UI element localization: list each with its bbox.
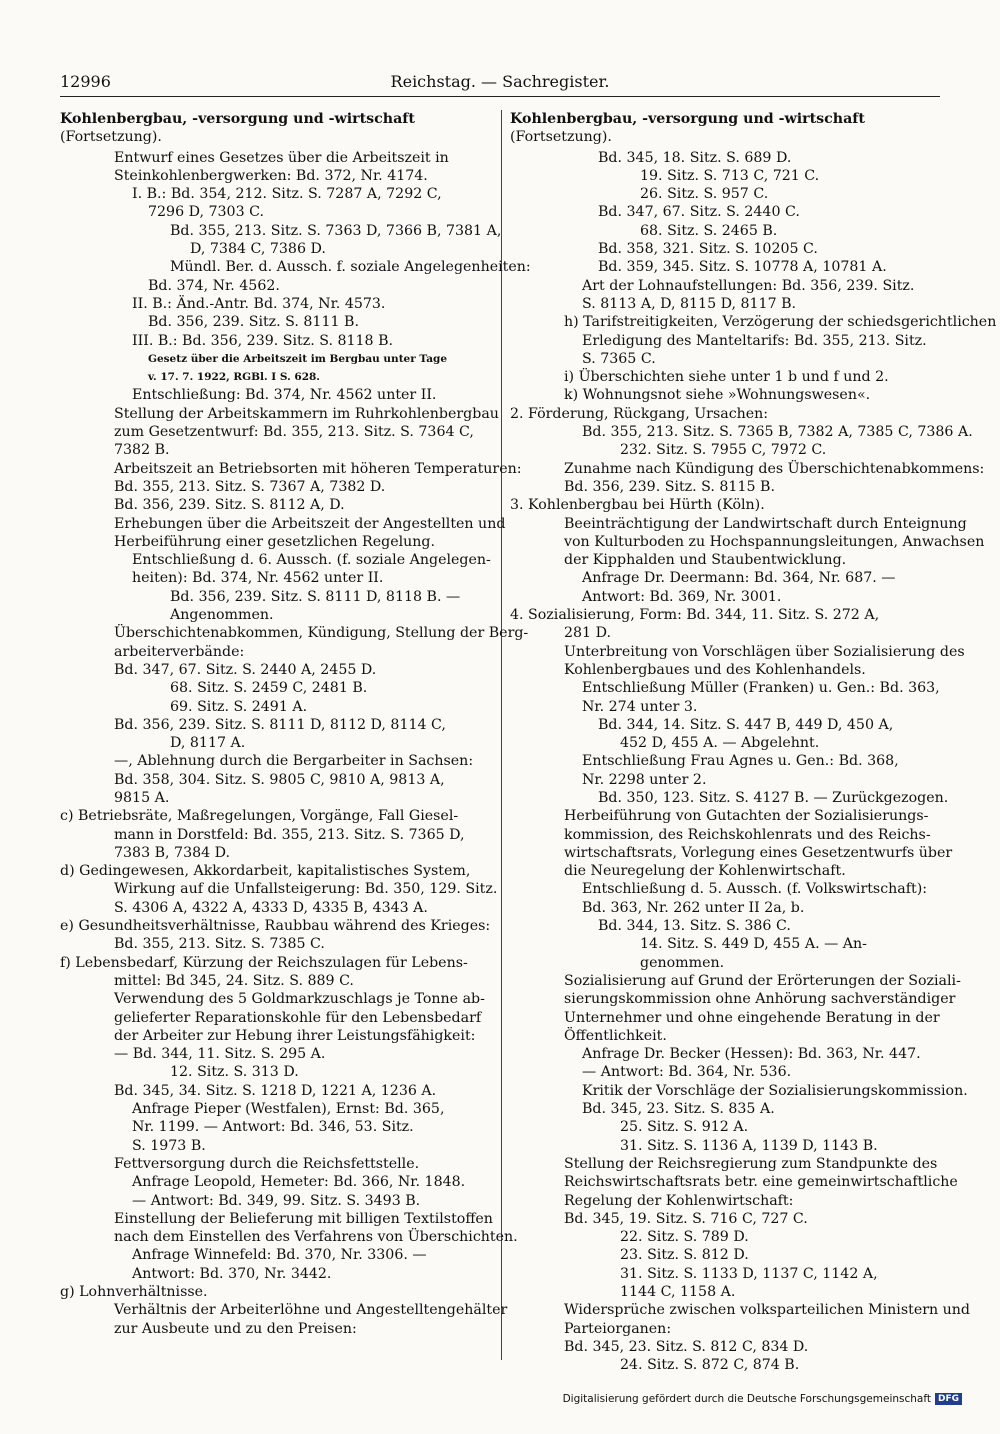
dfg-logo: DFG	[935, 1393, 962, 1405]
index-line: Bd. 350, 123. Sitz. S. 4127 B. — Zurückgezogen.	[598, 789, 949, 806]
index-line: Herbeiführung einer gesetzlichen Regelung.	[114, 533, 435, 550]
index-line: Nr. 2298 unter 2.	[582, 771, 707, 788]
index-line: Bd. 355, 213. Sitz. S. 7385 C.	[114, 936, 325, 953]
index-line: Überschichtenabkommen, Kündigung, Stellung der Berg-	[114, 625, 529, 642]
index-line: wirtschaftsrats, Vorlegung eines Gesetzentwurfs über	[564, 844, 953, 861]
index-line: S. 8113 A, D, 8115 D, 8117 B.	[582, 295, 797, 312]
index-line: Antwort: Bd. 369, Nr. 3001.	[582, 588, 782, 605]
index-line: Bd. 356, 239. Sitz. S. 8111 D, 8118 B. —	[170, 588, 461, 605]
page-number: 12996	[60, 72, 111, 91]
index-line: Parteiorganen:	[564, 1320, 672, 1337]
index-line: Anfrage Dr. Deermann: Bd. 364, Nr. 687. —	[582, 570, 896, 587]
index-line: Fettversorgung durch die Reichsfettstelle.	[114, 1155, 420, 1172]
index-line: Bd. 356, 239. Sitz. S. 8115 B.	[564, 478, 775, 495]
index-line: Reichswirtschaftsrats betr. eine gemeinwirtschaftliche	[564, 1174, 958, 1191]
index-line: Herbeiführung von Gutachten der Sozialisierungs-	[564, 808, 929, 825]
index-line: III. B.: Bd. 356, 239. Sitz. S. 8118 B.	[132, 332, 394, 349]
index-line: 9815 A.	[114, 789, 170, 806]
index-line: der Arbeiter zur Hebung ihrer Leistungsfähigkeit:	[114, 1027, 476, 1044]
index-line: 3. Kohlenbergbau bei Hürth (Köln).	[510, 497, 765, 514]
index-line: Bd. 345, 34. Sitz. S. 1218 D, 1221 A, 1236 A.	[114, 1082, 437, 1099]
index-line: S. 1973 B.	[132, 1137, 206, 1154]
index-line: 7382 B.	[114, 442, 170, 459]
index-line: Unternehmer und ohne eingehende Beratung in der	[564, 1009, 940, 1026]
index-line: 2. Förderung, Rückgang, Ursachen:	[510, 405, 769, 422]
index-line: g) Lohnverhältnisse.	[60, 1284, 208, 1300]
index-line: v. 17. 7. 1922, RGBl. I S. 628.	[148, 371, 320, 384]
index-line: 22. Sitz. S. 789 D.	[620, 1229, 749, 1246]
index-line: Öffentlichkeit.	[564, 1027, 667, 1044]
index-line: Bd. 344, 13. Sitz. S. 386 C.	[598, 918, 791, 935]
left-heading-continued: (Fortsetzung).	[60, 129, 162, 146]
index-line: Steinkohlenbergwerken: Bd. 372, Nr. 4174.	[114, 167, 428, 184]
index-line: Angenommen.	[170, 607, 274, 624]
index-line: der Kipphalden und Staubentwicklung.	[564, 552, 847, 569]
index-line: Einstellung der Belieferung mit billigen Textilstoffen	[114, 1210, 493, 1227]
index-line: k) Wohnungsnot siehe »Wohnungswesen«.	[564, 387, 871, 404]
index-line: 31. Sitz. S. 1133 D, 1137 C, 1142 A,	[620, 1265, 878, 1282]
index-line: Bd. 355, 213. Sitz. S. 7363 D, 7366 B, 7381 A,	[170, 222, 502, 239]
index-line: Bd. 345, 23. Sitz. S. 835 A.	[582, 1101, 775, 1118]
right-entries	[510, 149, 997, 1375]
index-line: Nr. 1199. — Antwort: Bd. 346, 53. Sitz.	[132, 1119, 414, 1136]
index-line: Bd. 356, 239. Sitz. S. 8111 D, 8112 D, 8114 C,	[114, 716, 446, 733]
index-line: Entschließung Frau Agnes u. Gen.: Bd. 368,	[582, 753, 899, 770]
index-line: Kritik der Vorschläge der Sozialisierungskommission.	[582, 1082, 968, 1099]
index-line: nach dem Einstellen des Verfahrens von Überschichten.	[114, 1229, 518, 1246]
index-line: 281 D.	[564, 625, 611, 642]
running-head: Reichstag. — Sachregister.	[390, 72, 610, 91]
index-line: Widersprüche zwischen volksparteilichen Ministern und	[564, 1302, 970, 1319]
index-line: Entschließung d. 5. Aussch. (f. Volkswirtschaft):	[582, 881, 928, 898]
index-line: Bd. 358, 304. Sitz. S. 9805 C, 9810 A, 9813 A,	[114, 771, 445, 788]
index-line: Stellung der Reichsregierung zum Standpunkte des	[564, 1155, 938, 1172]
index-line: die Neuregelung der Kohlenwirtschaft.	[564, 863, 846, 880]
index-line: I. B.: Bd. 354, 212. Sitz. S. 7287 A, 7292 C,	[132, 186, 442, 203]
right-heading-title: Kohlenbergbau, -versorgung und -wirtschaft	[510, 111, 865, 127]
index-line: 25. Sitz. S. 912 A.	[620, 1119, 749, 1136]
index-line: mann in Dorstfeld: Bd. 355, 213. Sitz. S. 7365 D,	[114, 826, 465, 843]
index-line: 14. Sitz. S. 449 D, 455 A. — An-	[640, 936, 867, 953]
index-line: 68. Sitz. S. 2459 C, 2481 B.	[170, 680, 368, 697]
index-line: — Bd. 344, 11. Sitz. S. 295 A.	[114, 1046, 326, 1063]
index-line: von Kulturboden zu Hochspannungsleitungen, Anwachsen	[564, 533, 985, 550]
index-line: f) Lebensbedarf, Kürzung der Reichszulagen für Lebens-	[60, 954, 468, 971]
index-line: Mündl. Ber. d. Aussch. f. soziale Angelegenheiten:	[170, 259, 531, 276]
index-line: Bd. 344, 14. Sitz. S. 447 B, 449 D, 450 A,	[598, 716, 894, 733]
footer-text: Digitalisierung gefördert durch die Deutsche Forschungsgemeinschaft	[562, 1393, 931, 1405]
index-line: Verwendung des 5 Goldmarkzuschlags je Tonne ab-	[114, 991, 485, 1008]
index-line: heiten): Bd. 374, Nr. 4562 unter II.	[132, 570, 384, 587]
index-line: Entwurf eines Gesetzes über die Arbeitszeit in	[114, 149, 449, 166]
index-line: 69. Sitz. S. 2491 A.	[170, 698, 308, 715]
index-line: Anfrage Leopold, Hemeter: Bd. 366, Nr. 1848.	[132, 1174, 466, 1191]
index-line: 26. Sitz. S. 957 C.	[640, 186, 769, 203]
index-line: 4. Sozialisierung, Form: Bd. 344, 11. Sitz. S. 272 A,	[510, 607, 880, 624]
index-line: Entschließung: Bd. 374, Nr. 4562 unter II.	[132, 387, 437, 404]
index-line: 68. Sitz. S. 2465 B.	[640, 222, 778, 239]
index-line: Bd. 355, 213. Sitz. S. 7367 A, 7382 D.	[114, 478, 386, 495]
index-line: Sozialisierung auf Grund der Erörterungen der Soziali-	[564, 972, 961, 989]
index-line: S. 7365 C.	[582, 350, 656, 367]
index-line: Bd. 363, Nr. 262 unter II 2a, b.	[582, 899, 805, 916]
index-line: Entschließung d. 6. Aussch. (f. soziale Angelegen-	[132, 552, 491, 569]
index-line: Unterbreitung von Vorschlägen über Sozialisierung des	[564, 643, 965, 660]
index-line: 7383 B, 7384 D.	[114, 844, 231, 861]
index-line: Wirkung auf die Unfallsteigerung: Bd. 350, 129. Sitz.	[114, 881, 498, 898]
index-line: 12. Sitz. S. 313 D.	[170, 1064, 299, 1081]
left-section-heading	[60, 110, 492, 147]
index-line: Bd. 345, 23. Sitz. S. 812 C, 834 D.	[564, 1338, 809, 1355]
index-line: — Antwort: Bd. 364, Nr. 536.	[582, 1064, 792, 1081]
index-line: Anfrage Pieper (Westfalen), Ernst: Bd. 365,	[132, 1101, 445, 1118]
index-line: zur Ausbeute und zu den Preisen:	[114, 1320, 357, 1337]
index-line: c) Betriebsräte, Maßregelungen, Vorgänge, Fall Giesel-	[60, 808, 459, 825]
index-line: arbeiterverbände:	[114, 643, 245, 660]
index-line: Entschließung Müller (Franken) u. Gen.: Bd. 363,	[582, 680, 940, 697]
index-line: Gesetz über die Arbeitszeit im Bergbau unter Tage	[148, 352, 448, 365]
right-section-heading	[510, 110, 940, 147]
digitization-footer	[563, 1393, 962, 1405]
index-line: Arbeitszeit an Betriebsorten mit höheren Temperaturen:	[114, 460, 522, 477]
left-heading-title: Kohlenbergbau, -versorgung und -wirtschaft	[60, 111, 415, 127]
index-line: S. 4306 A, 4322 A, 4333 D, 4335 B, 4343 A.	[114, 899, 428, 916]
left-entries	[60, 149, 531, 1338]
index-line: Verhältnis der Arbeiterlöhne und Angestelltengehälter	[114, 1302, 508, 1319]
index-line: Antwort: Bd. 370, Nr. 3442.	[132, 1265, 332, 1282]
column-divider	[501, 110, 502, 1360]
index-line: Erhebungen über die Arbeitszeit der Angestellten und	[114, 515, 506, 532]
index-line: e) Gesundheitsverhältnisse, Raubbau während des Krieges:	[60, 918, 491, 935]
index-line: h) Tarifstreitigkeiten, Verzögerung der schiedsgerichtlichen	[564, 314, 997, 331]
index-line: 19. Sitz. S. 713 C, 721 C.	[640, 167, 820, 184]
index-line: Bd. 359, 345. Sitz. S. 10778 A, 10781 A.	[598, 259, 887, 276]
page-header	[60, 72, 940, 97]
index-line: Bd. 345, 19. Sitz. S. 716 C, 727 C.	[564, 1210, 808, 1227]
index-line: Bd. 347, 67. Sitz. S. 2440 A, 2455 D.	[114, 661, 377, 678]
index-line: Bd. 345, 18. Sitz. S. 689 D.	[598, 149, 792, 166]
index-line: Erledigung des Manteltarifs: Bd. 355, 213. Sitz.	[582, 332, 927, 349]
index-line: 24. Sitz. S. 872 C, 874 B.	[620, 1357, 800, 1374]
index-line: 232. Sitz. S. 7955 C, 7972 C.	[620, 442, 827, 459]
index-line: 31. Sitz. S. 1136 A, 1139 D, 1143 B.	[620, 1137, 878, 1154]
index-line: 23. Sitz. S. 812 D.	[620, 1247, 749, 1264]
index-line: sierungskommission ohne Anhörung sachverständiger	[564, 991, 956, 1008]
index-line: 7296 D, 7303 C.	[148, 204, 264, 221]
index-line: — Antwort: Bd. 349, 99. Sitz. S. 3493 B.	[132, 1192, 421, 1209]
index-line: genommen.	[640, 954, 725, 971]
index-line: Regelung der Kohlenwirtschaft:	[564, 1192, 794, 1209]
index-line: Nr. 274 unter 3.	[582, 698, 698, 715]
index-line: gelieferter Reparationskohle für den Lebensbedarf	[114, 1009, 482, 1026]
right-column	[510, 110, 997, 1374]
index-line: Bd. 374, Nr. 4562.	[148, 277, 280, 294]
index-line: D, 8117 A.	[170, 735, 246, 752]
index-line: Anfrage Dr. Becker (Hessen): Bd. 363, Nr. 447.	[582, 1046, 921, 1063]
index-line: Bd. 347, 67. Sitz. S. 2440 C.	[598, 204, 800, 221]
index-line: mittel: Bd 345, 24. Sitz. S. 889 C.	[114, 972, 354, 989]
index-line: Beeinträchtigung der Landwirtschaft durch Enteignung	[564, 515, 967, 532]
index-line: Bd. 356, 239. Sitz. S. 8111 B.	[148, 314, 359, 331]
index-line: kommission, des Reichskohlenrats und des Reichs-	[564, 826, 931, 843]
index-line: II. B.: Änd.-Antr. Bd. 374, Nr. 4573.	[132, 295, 386, 312]
index-line: Bd. 355, 213. Sitz. S. 7365 B, 7382 A, 7385 C, 7386 A.	[582, 424, 973, 441]
index-line: Kohlenbergbaues und des Kohlenhandels.	[564, 661, 866, 678]
index-line: Bd. 358, 321. Sitz. S. 10205 C.	[598, 241, 818, 258]
index-line: 452 D, 455 A. — Abgelehnt.	[620, 735, 820, 752]
index-line: Anfrage Winnefeld: Bd. 370, Nr. 3306. —	[132, 1247, 427, 1264]
index-line: Stellung der Arbeitskammern im Ruhrkohlenbergbau	[114, 405, 499, 422]
index-line: —, Ablehnung durch die Bergarbeiter in Sachsen:	[114, 753, 474, 770]
index-line: d) Gedingewesen, Akkordarbeit, kapitalistisches System,	[60, 863, 471, 880]
left-column	[60, 110, 531, 1338]
index-line: i) Überschichten siehe unter 1 b und f und 2.	[564, 369, 889, 386]
index-line: Art der Lohnaufstellungen: Bd. 356, 239. Sitz.	[582, 277, 915, 294]
right-heading-continued: (Fortsetzung).	[510, 129, 612, 146]
index-line: 1144 C, 1158 A.	[620, 1284, 736, 1300]
index-line: Bd. 356, 239. Sitz. S. 8112 A, D.	[114, 497, 345, 514]
index-line: D, 7384 C, 7386 D.	[190, 241, 326, 258]
index-line: Zunahme nach Kündigung des Überschichtenabkommens:	[564, 460, 985, 477]
index-line: zum Gesetzentwurf: Bd. 355, 213. Sitz. S. 7364 C,	[114, 424, 474, 441]
